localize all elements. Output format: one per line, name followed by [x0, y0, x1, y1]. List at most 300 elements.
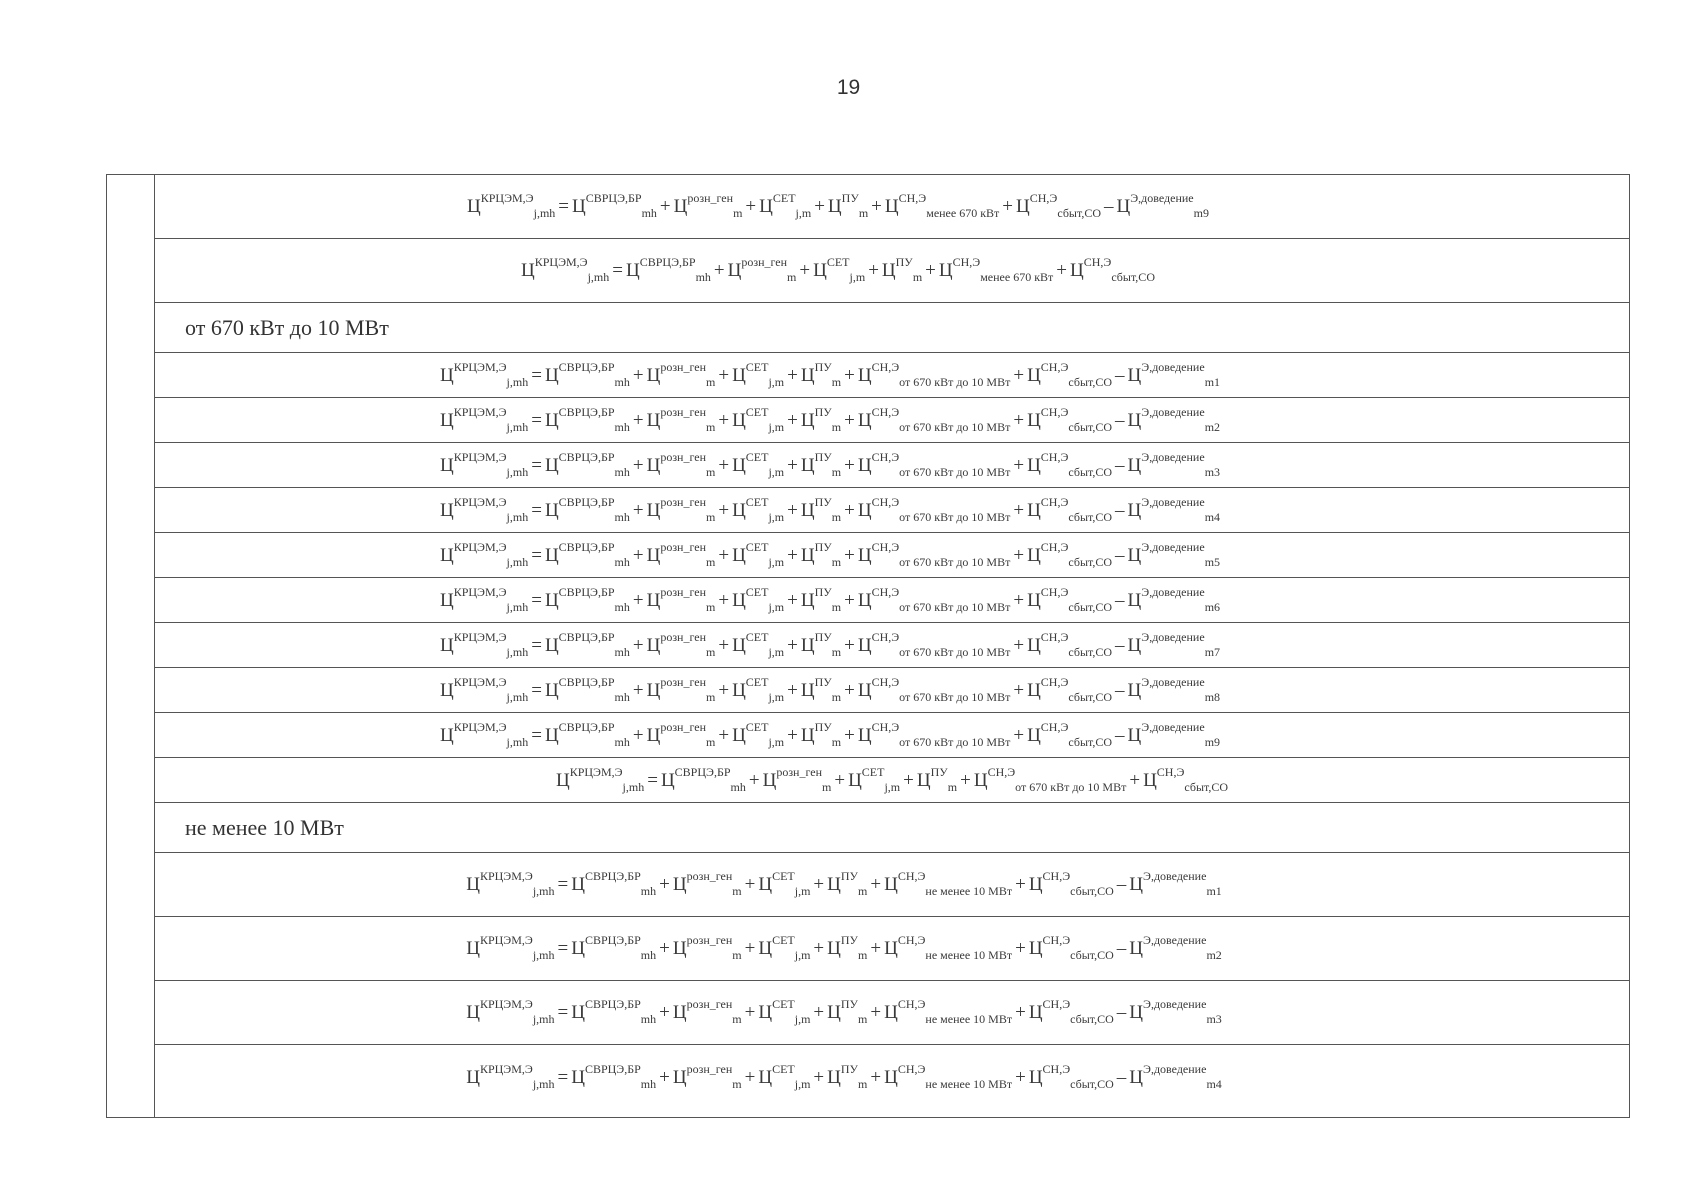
price-sn-sbyt-subscript: сбыт,СО	[1070, 1076, 1114, 1091]
section-header-row	[155, 303, 1629, 353]
section-label: от 670 кВт до 10 МВт	[185, 314, 389, 340]
price-svrce-subscript: mh	[614, 554, 630, 569]
formula-row	[155, 917, 1629, 981]
price-sn-sbyt-subscript: сбыт,СО	[1068, 374, 1113, 389]
price-sn-sbyt-symbol: Ц	[1070, 260, 1084, 281]
price-set-symbol: Ц	[732, 364, 746, 386]
price-sn-tier-superscript: СН,Э	[898, 191, 927, 205]
price-dovedenie-symbol: Ц	[1127, 679, 1142, 701]
price-sn-sbyt-superscript: СН,Э	[1040, 584, 1069, 599]
operator: +	[718, 499, 730, 521]
price-sn-sbyt-subscript: сбыт,СО	[1070, 884, 1114, 898]
price-sn-tier-symbol: Ц	[857, 589, 872, 611]
price-sn-sbyt-symbol: Ц	[1027, 454, 1041, 476]
price-svrce-superscript: СВРЦЭ,БР	[584, 933, 641, 947]
price-rozn-gen-symbol: Ц	[672, 938, 687, 959]
operator: +	[1013, 364, 1025, 386]
price-pu-symbol: Ц	[827, 1066, 841, 1088]
price-svrce-subscript: mh	[614, 599, 630, 614]
price-sn-tier-superscript: СН,Э	[897, 1061, 926, 1076]
price-svrce-subscript: mh	[730, 779, 746, 794]
price-sn-sbyt-symbol: Ц	[1027, 679, 1041, 701]
operator: =	[531, 364, 542, 386]
operator: +	[1013, 499, 1025, 521]
formula	[439, 404, 1221, 434]
price-krcem-subscript: j,mh	[532, 948, 555, 962]
price-sn-tier-subscript: от 670 кВт до 10 МВт	[899, 419, 1011, 434]
price-set-subscript: j,m	[768, 509, 785, 524]
price-krcem-symbol: Ц	[439, 724, 454, 746]
operator: +	[632, 454, 644, 476]
price-krcem-symbol: Ц	[439, 634, 454, 656]
price-krcem-superscript: КРЦЭМ,Э	[453, 674, 507, 689]
operator: +	[718, 364, 730, 386]
price-krcem-superscript: КРЦЭМ,Э	[479, 1061, 533, 1076]
price-svrce-subscript: mh	[614, 374, 630, 389]
price-pu-superscript: ПУ	[814, 404, 832, 419]
price-svrce-subscript: mh	[641, 206, 657, 220]
operator: +	[787, 544, 798, 566]
price-pu-symbol: Ц	[916, 769, 931, 791]
price-pu-symbol: Ц	[800, 364, 815, 386]
price-svrce-symbol: Ц	[572, 196, 586, 217]
price-krcem-subscript: j,mh	[506, 419, 529, 434]
price-sn-sbyt-subscript: сбыт,СО	[1068, 509, 1113, 524]
price-sn-tier-subscript: от 670 кВт до 10 МВт	[1015, 779, 1127, 794]
table-rows	[155, 175, 1629, 1117]
price-sn-sbyt-subscript: сбыт,СО	[1068, 419, 1113, 434]
operator: +	[868, 260, 879, 281]
price-set-subscript: j,m	[849, 270, 866, 284]
price-sn-tier-subscript: от 670 кВт до 10 МВт	[899, 644, 1011, 659]
price-set-subscript: j,m	[768, 464, 785, 479]
price-set-superscript: СЕТ	[745, 359, 769, 374]
price-dovedenie-superscript: Э,доведение	[1143, 933, 1207, 947]
price-set-symbol: Ц	[848, 769, 862, 791]
price-sn-tier-subscript: не менее 10 МВт	[925, 948, 1013, 962]
operator: +	[787, 724, 798, 746]
operator: –	[1104, 196, 1114, 217]
price-svrce-subscript: mh	[614, 644, 630, 659]
price-pu-subscript: m	[858, 206, 869, 220]
price-krcem-symbol: Ц	[439, 544, 454, 566]
table-left-column	[107, 175, 155, 1117]
price-pu-symbol: Ц	[800, 409, 815, 431]
price-dovedenie-symbol: Ц	[1127, 499, 1142, 521]
operator: +	[844, 364, 855, 386]
price-svrce-symbol: Ц	[571, 1066, 585, 1088]
price-pu-subscript: m	[912, 270, 923, 284]
price-rozn-gen-superscript: розн_ген	[660, 404, 706, 419]
price-krcem-subscript: j,mh	[532, 1076, 555, 1091]
operator: +	[718, 724, 730, 746]
price-rozn-gen-superscript: розн_ген	[660, 674, 706, 689]
price-dovedenie-subscript: m2	[1204, 419, 1221, 434]
price-dovedenie-symbol: Ц	[1127, 409, 1142, 431]
price-sn-sbyt-superscript: СН,Э	[1040, 494, 1069, 509]
operator: +	[813, 874, 825, 895]
price-sn-tier-subscript: не менее 10 МВт	[925, 884, 1013, 898]
price-rozn-gen-superscript: розн_ген	[660, 719, 706, 734]
operator: =	[531, 454, 542, 476]
formula-row	[155, 853, 1629, 917]
price-set-symbol: Ц	[758, 1066, 773, 1088]
formula	[521, 255, 1155, 284]
operator: =	[557, 1002, 569, 1023]
price-svrce-subscript: mh	[614, 419, 630, 434]
price-sn-tier-superscript: СН,Э	[987, 764, 1016, 779]
price-set-subscript: j,m	[794, 1076, 811, 1091]
operator: +	[718, 544, 730, 566]
operator: =	[647, 769, 658, 791]
price-dovedenie-subscript: m7	[1204, 644, 1221, 659]
operator: +	[844, 679, 855, 701]
price-set-symbol: Ц	[732, 679, 746, 701]
price-krcem-symbol: Ц	[555, 769, 570, 791]
price-krcem-subscript: j,mh	[506, 734, 529, 749]
price-sn-sbyt-symbol: Ц	[1027, 544, 1041, 566]
formula-row	[155, 398, 1629, 443]
price-pu-symbol: Ц	[800, 589, 815, 611]
price-svrce-superscript: СВРЦЭ,БР	[639, 255, 696, 269]
price-set-subscript: j,m	[768, 689, 785, 704]
price-rozn-gen-superscript: розн_ген	[686, 997, 733, 1011]
price-svrce-subscript: mh	[614, 689, 630, 704]
price-pu-superscript: ПУ	[895, 255, 913, 269]
price-rozn-gen-symbol: Ц	[646, 544, 661, 566]
price-svrce-subscript: mh	[614, 509, 630, 524]
operator: +	[632, 544, 644, 566]
price-pu-superscript: ПУ	[814, 449, 832, 464]
price-dovedenie-subscript: m4	[1206, 1076, 1222, 1091]
price-sn-tier-subscript: от 670 кВт до 10 МВт	[899, 554, 1011, 569]
formula	[439, 584, 1221, 614]
price-pu-symbol: Ц	[827, 874, 841, 895]
price-dovedenie-subscript: m3	[1206, 1012, 1222, 1026]
price-pu-superscript: ПУ	[840, 1061, 859, 1076]
operator: +	[787, 454, 798, 476]
price-sn-sbyt-symbol: Ц	[1028, 874, 1043, 895]
price-rozn-gen-superscript: розн_ген	[660, 359, 706, 374]
price-set-superscript: СЕТ	[826, 255, 850, 269]
price-pu-symbol: Ц	[827, 196, 842, 217]
price-krcem-subscript: j,mh	[506, 554, 529, 569]
price-rozn-gen-symbol: Ц	[646, 679, 661, 701]
price-dovedenie-subscript: m2	[1206, 948, 1222, 962]
price-pu-symbol: Ц	[800, 544, 815, 566]
price-sn-tier-subscript: от 670 кВт до 10 МВт	[899, 464, 1011, 479]
price-set-superscript: СЕТ	[745, 719, 769, 734]
operator: +	[870, 1002, 882, 1023]
price-set-superscript: СЕТ	[745, 539, 769, 554]
price-svrce-subscript: mh	[695, 270, 711, 284]
operator: +	[1013, 544, 1025, 566]
operator: +	[713, 260, 725, 281]
operator: +	[744, 874, 756, 895]
price-rozn-gen-subscript: m	[706, 599, 716, 614]
price-krcem-subscript: j,mh	[506, 689, 529, 704]
price-rozn-gen-symbol: Ц	[672, 874, 687, 895]
price-svrce-symbol: Ц	[660, 769, 675, 791]
price-krcem-subscript: j,mh	[587, 270, 610, 284]
price-pu-subscript: m	[831, 644, 842, 659]
price-svrce-superscript: СВРЦЭ,БР	[558, 719, 615, 734]
price-rozn-gen-subscript: m	[706, 374, 716, 389]
price-krcem-symbol: Ц	[439, 589, 454, 611]
price-sn-sbyt-superscript: СН,Э	[1040, 629, 1069, 644]
formula	[466, 933, 1222, 962]
price-pu-symbol: Ц	[827, 1002, 841, 1023]
formula-row	[155, 758, 1629, 803]
price-sn-sbyt-subscript: сбыт,СО	[1068, 689, 1113, 704]
price-svrce-subscript: mh	[640, 948, 657, 962]
price-set-subscript: j,m	[884, 779, 901, 794]
price-set-subscript: j,m	[768, 374, 785, 389]
operator: –	[1115, 364, 1125, 386]
price-sn-tier-symbol: Ц	[884, 1066, 898, 1088]
price-rozn-gen-superscript: розн_ген	[660, 449, 706, 464]
price-sn-sbyt-symbol: Ц	[1027, 499, 1041, 521]
price-pu-symbol: Ц	[800, 634, 815, 656]
operator: +	[960, 769, 971, 791]
price-set-symbol: Ц	[732, 499, 746, 521]
price-svrce-symbol: Ц	[544, 724, 559, 746]
price-pu-superscript: ПУ	[814, 719, 832, 734]
operator: +	[903, 769, 914, 791]
operator: =	[531, 499, 542, 521]
price-sn-sbyt-subscript: сбыт,СО	[1068, 644, 1113, 659]
price-sn-tier-symbol: Ц	[884, 1002, 898, 1023]
price-dovedenie-superscript: Э,доведение	[1141, 674, 1205, 689]
price-rozn-gen-subscript: m	[706, 419, 716, 434]
price-pu-subscript: m	[831, 599, 842, 614]
price-set-subscript: j,m	[768, 734, 785, 749]
price-krcem-symbol: Ц	[439, 499, 454, 521]
price-dovedenie-superscript: Э,доведение	[1143, 997, 1207, 1011]
price-dovedenie-superscript: Э,доведение	[1141, 404, 1205, 419]
price-dovedenie-superscript: Э,доведение	[1141, 584, 1205, 599]
price-set-superscript: СЕТ	[745, 584, 769, 599]
operator: +	[870, 874, 882, 895]
operator: +	[814, 196, 825, 217]
price-svrce-superscript: СВРЦЭ,БР	[558, 494, 615, 509]
price-dovedenie-subscript: m1	[1206, 884, 1222, 898]
operator: +	[870, 938, 882, 959]
price-set-subscript: j,m	[768, 599, 785, 614]
price-sn-tier-symbol: Ц	[884, 874, 898, 895]
price-svrce-symbol: Ц	[544, 589, 559, 611]
operator: –	[1115, 589, 1125, 611]
operator: +	[718, 589, 730, 611]
price-sn-sbyt-superscript: СН,Э	[1040, 404, 1069, 419]
price-sn-sbyt-superscript: СН,Э	[1042, 933, 1071, 947]
price-krcem-subscript: j,mh	[532, 884, 555, 898]
price-krcem-superscript: КРЦЭМ,Э	[479, 933, 533, 947]
price-sn-tier-symbol: Ц	[857, 454, 872, 476]
formula	[466, 997, 1222, 1026]
price-sn-sbyt-superscript: СН,Э	[1083, 255, 1112, 269]
price-sn-tier-superscript: СН,Э	[871, 719, 900, 734]
price-sn-tier-symbol: Ц	[938, 260, 953, 281]
price-rozn-gen-superscript: розн_ген	[660, 539, 706, 554]
price-rozn-gen-superscript: розн_ген	[776, 764, 822, 779]
price-sn-sbyt-superscript: СН,Э	[1156, 764, 1185, 779]
operator: +	[748, 769, 760, 791]
price-pu-subscript: m	[831, 554, 842, 569]
price-set-symbol: Ц	[758, 938, 773, 959]
price-svrce-superscript: СВРЦЭ,БР	[674, 764, 731, 779]
price-krcem-superscript: КРЦЭМ,Э	[534, 255, 588, 269]
price-krcem-subscript: j,mh	[533, 206, 556, 220]
price-dovedenie-symbol: Ц	[1127, 589, 1142, 611]
operator: +	[844, 589, 855, 611]
price-sn-sbyt-symbol: Ц	[1027, 364, 1041, 386]
price-rozn-gen-symbol: Ц	[646, 589, 661, 611]
operator: +	[659, 938, 670, 959]
price-rozn-gen-superscript: розн_ген	[660, 584, 706, 599]
operator: –	[1115, 499, 1125, 521]
price-sn-sbyt-subscript: сбыт,СО	[1068, 599, 1113, 614]
formula	[466, 1061, 1222, 1091]
operator: +	[787, 409, 798, 431]
price-svrce-subscript: mh	[640, 884, 657, 898]
price-sn-tier-superscript: СН,Э	[871, 539, 900, 554]
price-dovedenie-symbol: Ц	[1116, 196, 1131, 217]
price-krcem-symbol: Ц	[439, 679, 454, 701]
operator: +	[844, 409, 855, 431]
operator: +	[632, 499, 644, 521]
price-set-superscript: СЕТ	[745, 449, 769, 464]
price-rozn-gen-symbol: Ц	[762, 769, 777, 791]
price-dovedenie-superscript: Э,доведение	[1143, 869, 1207, 883]
price-sn-sbyt-subscript: сбыт,СО	[1068, 464, 1113, 479]
price-sn-tier-superscript: СН,Э	[871, 359, 900, 374]
price-svrce-superscript: СВРЦЭ,БР	[558, 449, 615, 464]
price-svrce-symbol: Ц	[544, 544, 559, 566]
operator: +	[787, 364, 798, 386]
price-svrce-symbol: Ц	[544, 499, 559, 521]
operator: +	[844, 544, 855, 566]
price-krcem-subscript: j,mh	[506, 374, 529, 389]
price-sn-sbyt-subscript: сбыт,СО	[1111, 270, 1155, 284]
price-set-subscript: j,m	[768, 419, 785, 434]
price-rozn-gen-superscript: розн_ген	[741, 255, 788, 269]
price-set-superscript: СЕТ	[772, 869, 795, 883]
price-sn-tier-superscript: СН,Э	[897, 997, 926, 1011]
price-sn-sbyt-superscript: СН,Э	[1042, 997, 1071, 1011]
operator: +	[659, 1066, 670, 1088]
price-rozn-gen-superscript: розн_ген	[686, 869, 733, 883]
price-pu-superscript: ПУ	[814, 539, 832, 554]
price-rozn-gen-subscript: m	[706, 554, 716, 569]
price-svrce-superscript: СВРЦЭ,БР	[585, 191, 642, 205]
price-sn-tier-superscript: СН,Э	[871, 404, 900, 419]
price-sn-sbyt-subscript: сбыт,СО	[1184, 779, 1229, 794]
price-svrce-subscript: mh	[614, 464, 630, 479]
operator: +	[632, 724, 644, 746]
operator: +	[925, 260, 936, 281]
price-rozn-gen-superscript: розн_ген	[660, 629, 706, 644]
price-krcem-symbol: Ц	[439, 454, 454, 476]
price-rozn-gen-subscript: m	[732, 948, 742, 962]
price-sn-tier-symbol: Ц	[884, 196, 899, 217]
price-krcem-subscript: j,mh	[532, 1012, 555, 1026]
price-dovedenie-subscript: m1	[1204, 374, 1221, 389]
price-sn-tier-subscript: не менее 10 МВт	[925, 1076, 1013, 1091]
price-set-symbol: Ц	[732, 544, 746, 566]
price-rozn-gen-subscript: m	[732, 1012, 742, 1026]
price-pu-superscript: ПУ	[840, 997, 859, 1011]
price-pu-subscript: m	[831, 419, 842, 434]
formula	[439, 449, 1221, 479]
price-krcem-subscript: j,mh	[622, 779, 645, 794]
operator: +	[844, 724, 855, 746]
operator: +	[844, 634, 855, 656]
formula-row	[155, 175, 1629, 239]
price-sn-sbyt-symbol: Ц	[1027, 589, 1041, 611]
price-rozn-gen-subscript: m	[706, 689, 716, 704]
price-sn-tier-subscript: менее 670 кВт	[926, 206, 1000, 220]
formula-row	[155, 353, 1629, 398]
price-rozn-gen-symbol: Ц	[646, 409, 661, 431]
price-krcem-superscript: КРЦЭМ,Э	[453, 359, 507, 374]
price-set-subscript: j,m	[768, 644, 785, 659]
price-sn-tier-subscript: менее 670 кВт	[980, 270, 1054, 284]
operator: =	[531, 409, 542, 431]
price-dovedenie-symbol: Ц	[1127, 364, 1142, 386]
price-pu-symbol: Ц	[827, 938, 841, 959]
price-krcem-superscript: КРЦЭМ,Э	[453, 629, 507, 644]
operator: +	[744, 1002, 756, 1023]
price-sn-sbyt-superscript: СН,Э	[1040, 674, 1069, 689]
price-dovedenie-superscript: Э,доведение	[1141, 359, 1205, 374]
price-krcem-symbol: Ц	[466, 874, 480, 895]
price-set-subscript: j,m	[795, 206, 812, 220]
price-sn-sbyt-superscript: СН,Э	[1042, 1061, 1071, 1076]
operator: +	[870, 1066, 882, 1088]
operator: +	[1002, 196, 1014, 217]
price-sn-sbyt-superscript: СН,Э	[1040, 719, 1069, 734]
formula	[439, 539, 1221, 569]
price-sn-sbyt-symbol: Ц	[1016, 196, 1030, 217]
price-rozn-gen-symbol: Ц	[673, 196, 688, 217]
price-sn-sbyt-subscript: сбыт,СО	[1070, 948, 1114, 962]
operator: –	[1116, 874, 1127, 895]
operator: +	[1015, 938, 1026, 959]
price-sn-tier-symbol: Ц	[857, 364, 872, 386]
price-sn-tier-superscript: СН,Э	[871, 629, 900, 644]
operator: +	[718, 679, 730, 701]
price-pu-subscript: m	[858, 948, 868, 962]
operator: +	[632, 679, 644, 701]
price-set-symbol: Ц	[732, 409, 746, 431]
operator: +	[787, 589, 798, 611]
price-dovedenie-subscript: m5	[1204, 554, 1221, 569]
price-sn-sbyt-subscript: сбыт,СО	[1068, 554, 1113, 569]
operator: +	[1013, 634, 1025, 656]
price-set-superscript: СЕТ	[745, 674, 769, 689]
price-set-subscript: j,m	[794, 1012, 811, 1026]
price-set-superscript: СЕТ	[745, 404, 769, 419]
price-dovedenie-symbol: Ц	[1127, 454, 1142, 476]
price-sn-tier-superscript: СН,Э	[871, 494, 900, 509]
operator: +	[745, 196, 757, 217]
price-pu-superscript: ПУ	[814, 359, 832, 374]
price-dovedenie-subscript: m9	[1193, 206, 1209, 220]
operator: –	[1115, 634, 1125, 656]
price-pu-superscript: ПУ	[814, 494, 832, 509]
price-pu-symbol: Ц	[800, 679, 815, 701]
